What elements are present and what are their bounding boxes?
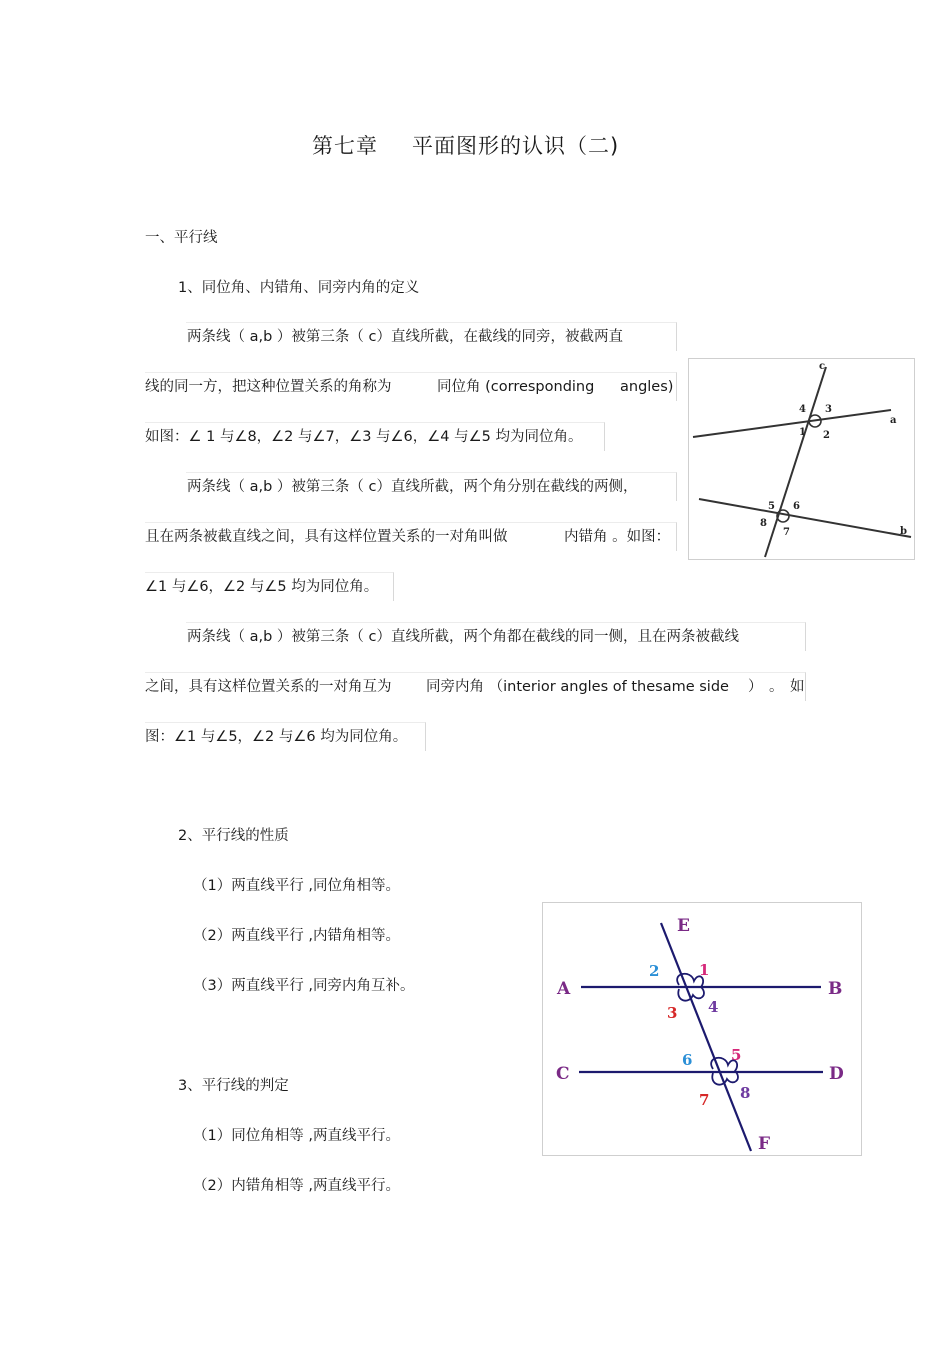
figure1-svg	[689, 359, 914, 559]
property-item-2: （2）两直线平行 ,内错角相等。	[193, 928, 400, 944]
label-angle-6: 6	[793, 501, 800, 512]
figure2-svg	[543, 903, 861, 1155]
label-b: b	[900, 526, 907, 537]
figure-transversal-ef	[542, 902, 862, 1156]
p1-line3: 如图：∠ 1 与∠8，∠2 与∠7，∠3 与∠6，∠4 与∠5 均为同位角。	[145, 429, 583, 445]
label-D: D	[829, 1064, 844, 1084]
label-B: B	[828, 979, 843, 999]
label-angle-1: 1	[799, 427, 806, 438]
label-F: F	[758, 1134, 771, 1154]
property-item-3: （3）两直线平行 ,同旁内角互补。	[193, 978, 415, 994]
p3-line2-d: 。	[769, 679, 784, 695]
label-angle-3: 3	[667, 1004, 678, 1022]
label-angle-7: 7	[783, 527, 790, 538]
chapter-number: 第七章	[312, 134, 378, 158]
label-E: E	[677, 916, 690, 936]
label-C: C	[556, 1064, 570, 1084]
criteria-item-1: （1）同位角相等 ,两直线平行。	[193, 1128, 400, 1144]
criteria-item-2: （2）内错角相等 ,两直线平行。	[193, 1178, 400, 1194]
property-item-1: （1）两直线平行 ,同位角相等。	[193, 878, 400, 894]
p1-term-corresponding: 同位角 (corresponding	[437, 379, 595, 395]
label-angle-1: 1	[699, 961, 710, 979]
chapter-name: 平面图形的认识（二)	[412, 134, 620, 158]
line-a	[693, 410, 891, 437]
label-a: a	[890, 415, 897, 426]
line-c	[765, 367, 826, 557]
p3-line2-e: 如	[790, 679, 805, 695]
line-ef	[661, 923, 751, 1151]
section-heading-criteria: 3、平行线的判定	[178, 1078, 289, 1094]
section-heading-properties: 2、平行线的性质	[178, 828, 289, 844]
label-A: A	[557, 979, 571, 999]
p1-line1: 两条线（ a,b ）被第三条（ c）直线所截，在截线的同旁，被截两直	[187, 329, 623, 345]
line-b	[699, 499, 911, 537]
label-angle-8: 8	[760, 518, 767, 529]
p2-line1: 两条线（ a,b ）被第三条（ c）直线所截，两个角分别在截线的两侧，	[187, 479, 638, 495]
p1-line2-c: angles)	[620, 379, 674, 395]
label-angle-5: 5	[731, 1046, 742, 1064]
label-angle-2: 2	[823, 430, 830, 441]
section-heading-parallel-lines: 一、平行线	[145, 230, 218, 246]
p2-term-alternate: 内错角 。如图：	[564, 529, 671, 545]
p1-line2-a: 线的同一方，把这种位置关系的角称为	[145, 379, 392, 395]
label-angle-7: 7	[699, 1091, 710, 1109]
label-c: c	[819, 361, 826, 372]
subsection-angle-definitions: 1、同位角、内错角、同旁内角的定义	[178, 280, 420, 296]
label-angle-4: 4	[799, 404, 806, 415]
p2-line3: ∠1 与∠6，∠2 与∠5 均为同位角。	[145, 579, 379, 595]
label-angle-4: 4	[708, 998, 719, 1016]
label-angle-6: 6	[682, 1051, 693, 1069]
p3-line2-c: ）	[748, 679, 763, 695]
label-angle-8: 8	[740, 1084, 751, 1102]
p3-line3: 图：∠1 与∠5，∠2 与∠6 均为同位角。	[145, 729, 408, 745]
p3-line2-a: 之间，具有这样位置关系的一对角互为	[145, 679, 392, 695]
p3-line1: 两条线（ a,b ）被第三条（ c）直线所截，两个角都在截线的同一侧，且在两条被截线	[187, 629, 739, 645]
p3-term-interior: 同旁内角 （interior angles of thesame side	[426, 679, 729, 695]
label-angle-2: 2	[649, 962, 660, 980]
p2-line2-a: 且在两条被截直线之间，具有这样位置关系的一对角叫做	[145, 529, 508, 545]
label-angle-3: 3	[825, 404, 832, 415]
label-angle-5: 5	[768, 501, 775, 512]
page-title	[312, 130, 619, 160]
figure-transversal-ab	[688, 358, 915, 560]
